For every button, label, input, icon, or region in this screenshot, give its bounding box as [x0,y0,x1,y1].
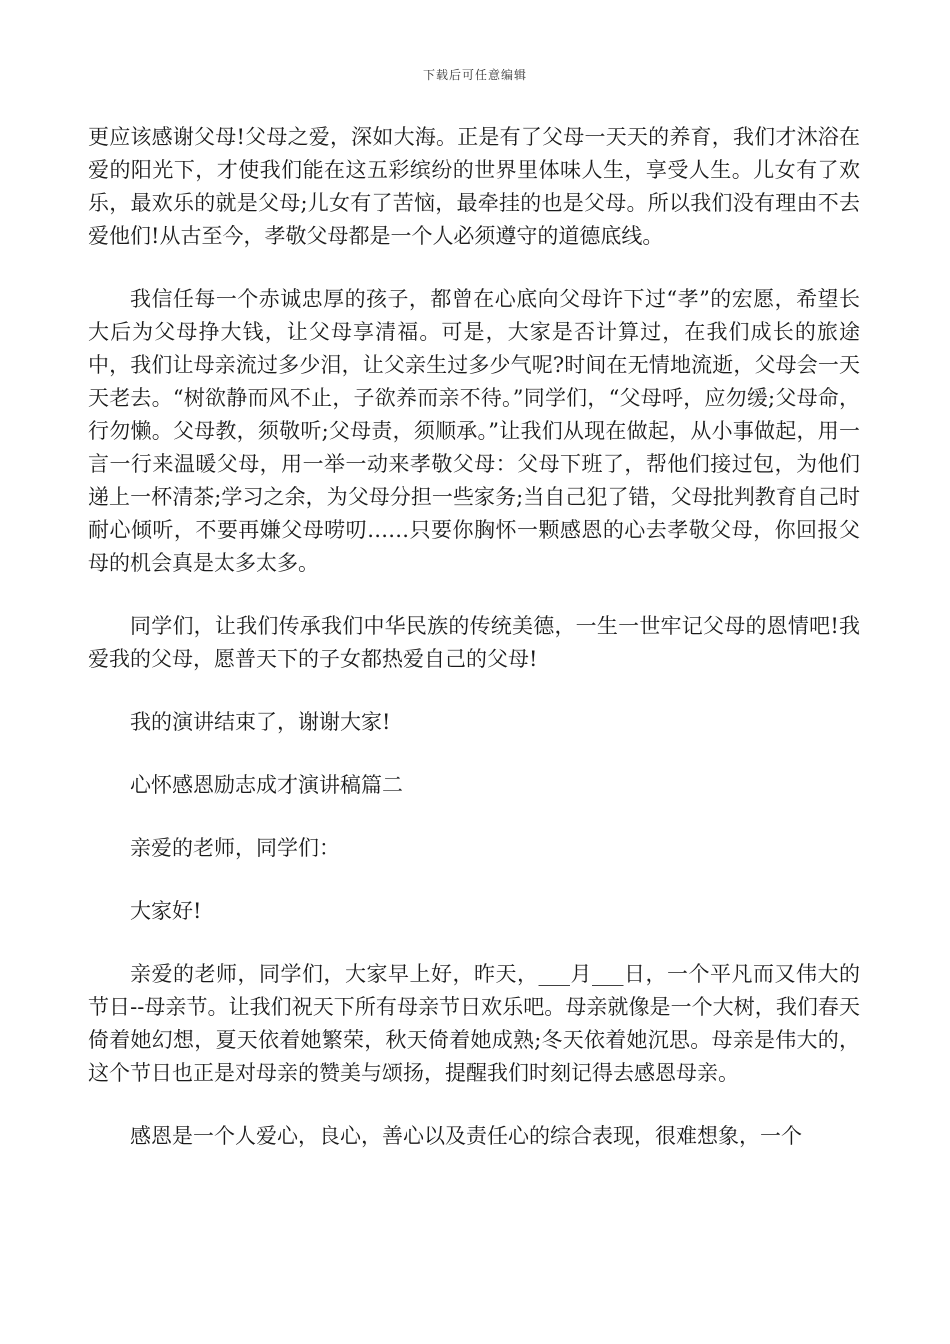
paragraph: 大家好! [130,899,202,923]
page-header: 下载后可任意编辑 [422,68,527,82]
paragraph: 感恩是一个人爱心，良心，善心以及责任心的综合表现，很难想象，一个 [130,1124,802,1148]
paragraph: 同学们，让我们传承我们中华民族的传统美德，一生一世牢记父母的恩情吧!我爱我的父母，愿普天下的子女都热爱自己的父母! [88,614,860,671]
paragraph: 亲爱的老师，同学们，大家早上好，昨天，___月___日，一个平凡而又伟大的节日--母亲节。让我们祝天下所有母亲节日欢乐吧。母亲就像是一个大树，我们春天倚着她幻想，夏天依着她繁荣，秋天倚着她成熟;冬天依着她沉思。母亲是伟大的，这个节日也正是对母亲的赞美与颂扬，提醒我们时刻记得去感恩母亲。 [88,962,860,1085]
paragraph: 更应该感谢父母!父母之爱，深如大海。正是有了父母一天天的养育，我们才沐浴在爱的阳光下，才使我们能在这五彩缤纷的世界里体味人生，享受人生。儿女有了欢乐，最欢乐的就是父母;儿女有了苦恼，最牵挂的也是父母。所以我们没有理由不去爱他们!从古至今，孝敬父母都是一个人必须遵守的道德底线。 [88,125,860,248]
paragraph: 亲爱的老师，同学们： [130,836,340,860]
paragraph: 我信任每一个赤诚忠厚的孩子，都曾在心底向父母许下过“孝”的宏愿，希望长大后为父母挣大钱，让父母享清福。可是，大家是否计算过，在我们成长的旅途中，我们让母亲流过多少泪，让父亲生过多少气呢?时间在无情地流逝，父母会一天天老去。“树欲静而风不止，子欲养而亲不待。”同学们，“父母呼，应勿缓;父母命，行勿懒。父母教，须敬听;父母责，须顺承。”让我们从现在做起，从小事做起，用一言一行来温暖父母，用一举一动来孝敬父母：父母下班了，帮他们接过包，为他们递上一杯清茶;学习之余，为父母分担一些家务;当自己犯了错，父母批判教育自己时耐心倾听，不要再嫌父母唠叨……只要你胸怀一颗感恩的心去孝敬父母，你回报父母的机会真是太多太多。 [88,287,860,575]
paragraph: 心怀感恩励志成才演讲稿篇二 [130,773,403,797]
document-body [88,121,860,1183]
paragraph: 我的演讲结束了，谢谢大家! [130,710,391,734]
